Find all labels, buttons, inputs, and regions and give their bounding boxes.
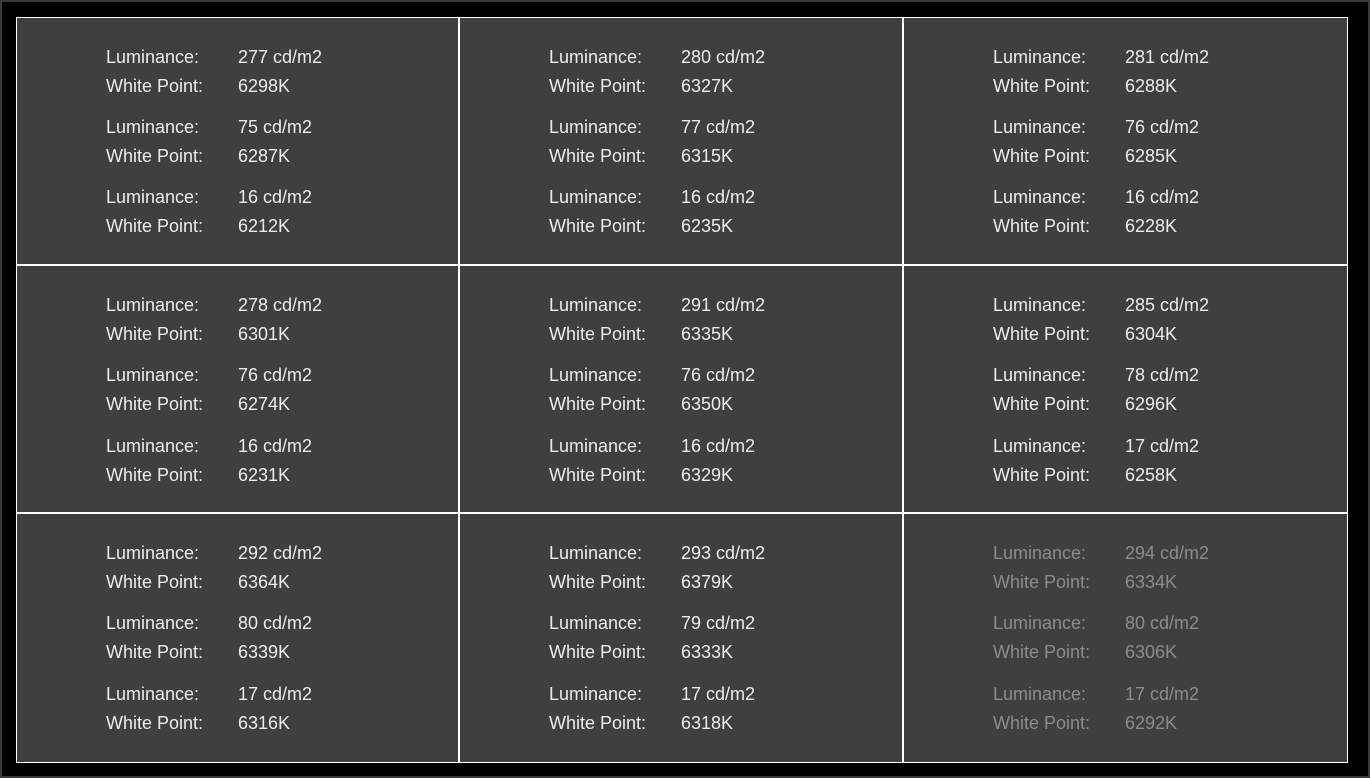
white-point-value: 6316K — [238, 713, 291, 733]
white-point-row — [549, 390, 869, 419]
luminance-row — [106, 113, 426, 142]
reading-group — [106, 609, 426, 667]
luminance-label: Luminance: — [106, 543, 200, 563]
reading-group — [993, 113, 1313, 171]
luminance-row — [993, 113, 1313, 142]
panel-1 — [17, 18, 460, 266]
white-point-value: 6231K — [238, 465, 291, 485]
luminance-value: 78 cd/m2 — [1125, 365, 1200, 385]
reading-group — [106, 361, 426, 419]
white-point-value: 6315K — [681, 146, 734, 166]
white-point-row — [549, 638, 869, 667]
luminance-value: 80 cd/m2 — [1125, 613, 1200, 633]
white-point-label: White Point: — [106, 713, 204, 733]
luminance-label: Luminance: — [106, 684, 200, 704]
luminance-value: 17 cd/m2 — [238, 684, 313, 704]
luminance-value: 281 cd/m2 — [1125, 47, 1210, 67]
luminance-label: Luminance: — [549, 295, 643, 315]
luminance-row — [993, 183, 1313, 212]
white-point-value: 6333K — [681, 642, 734, 662]
panel-4 — [17, 266, 460, 514]
luminance-label: Luminance: — [993, 365, 1087, 385]
white-point-row — [549, 320, 869, 349]
luminance-label: Luminance: — [106, 187, 200, 207]
white-point-value: 6339K — [238, 642, 291, 662]
reading-group — [106, 43, 426, 101]
luminance-value: 16 cd/m2 — [238, 436, 313, 456]
reading-group — [993, 361, 1313, 419]
luminance-row — [106, 361, 426, 390]
reading-group — [106, 183, 426, 241]
white-point-label: White Point: — [549, 394, 647, 414]
reading-group — [549, 43, 869, 101]
luminance-row — [993, 432, 1313, 461]
panel-3 — [904, 18, 1347, 266]
luminance-label: Luminance: — [993, 436, 1087, 456]
white-point-value: 6335K — [681, 324, 734, 344]
luminance-value: 79 cd/m2 — [681, 613, 756, 633]
luminance-label: Luminance: — [993, 543, 1087, 563]
white-point-row — [106, 461, 426, 490]
white-point-label: White Point: — [993, 642, 1091, 662]
luminance-label: Luminance: — [993, 117, 1087, 137]
white-point-row — [106, 390, 426, 419]
white-point-value: 6287K — [238, 146, 291, 166]
luminance-row — [106, 609, 426, 638]
luminance-value: 280 cd/m2 — [681, 47, 766, 67]
luminance-value: 285 cd/m2 — [1125, 295, 1210, 315]
white-point-value: 6274K — [238, 394, 291, 414]
white-point-value: 6334K — [1125, 572, 1178, 592]
white-point-label: White Point: — [993, 394, 1091, 414]
white-point-value: 6329K — [681, 465, 734, 485]
panel-8 — [460, 514, 904, 762]
luminance-row — [549, 432, 869, 461]
panel-2 — [460, 18, 904, 266]
reading-group — [549, 539, 869, 597]
luminance-label: Luminance: — [993, 613, 1087, 633]
luminance-label: Luminance: — [549, 613, 643, 633]
panel-7 — [17, 514, 460, 762]
luminance-value: 17 cd/m2 — [1125, 684, 1200, 704]
white-point-value: 6235K — [681, 216, 734, 236]
reading-group — [106, 291, 426, 349]
white-point-label: White Point: — [106, 642, 204, 662]
white-point-label: White Point: — [549, 324, 647, 344]
white-point-row — [106, 320, 426, 349]
luminance-label: Luminance: — [993, 47, 1087, 67]
luminance-label: Luminance: — [106, 117, 200, 137]
luminance-row — [549, 113, 869, 142]
white-point-label: White Point: — [993, 713, 1091, 733]
white-point-label: White Point: — [993, 572, 1091, 592]
white-point-row — [993, 72, 1313, 101]
white-point-value: 6304K — [1125, 324, 1178, 344]
white-point-row — [106, 72, 426, 101]
reading-group — [993, 609, 1313, 667]
reading-group — [549, 680, 869, 738]
white-point-row — [993, 638, 1313, 667]
reading-group — [993, 183, 1313, 241]
white-point-label: White Point: — [993, 76, 1091, 96]
white-point-row — [106, 638, 426, 667]
luminance-label: Luminance: — [549, 543, 643, 563]
luminance-value: 17 cd/m2 — [1125, 436, 1200, 456]
white-point-label: White Point: — [993, 324, 1091, 344]
reading-group — [993, 291, 1313, 349]
luminance-label: Luminance: — [106, 365, 200, 385]
white-point-value: 6285K — [1125, 146, 1178, 166]
white-point-row — [993, 568, 1313, 597]
reading-group — [549, 361, 869, 419]
reading-group — [549, 113, 869, 171]
reading-group — [549, 432, 869, 490]
white-point-value: 6292K — [1125, 713, 1178, 733]
panel-6 — [904, 266, 1347, 514]
white-point-value: 6318K — [681, 713, 734, 733]
reading-group — [106, 539, 426, 597]
luminance-label: Luminance: — [549, 187, 643, 207]
white-point-value: 6327K — [681, 76, 734, 96]
white-point-label: White Point: — [549, 572, 647, 592]
white-point-value: 6296K — [1125, 394, 1178, 414]
white-point-value: 6298K — [238, 76, 291, 96]
white-point-value: 6379K — [681, 572, 734, 592]
luminance-label: Luminance: — [549, 117, 643, 137]
luminance-label: Luminance: — [106, 613, 200, 633]
luminance-label: Luminance: — [549, 365, 643, 385]
measurement-grid — [16, 17, 1348, 763]
luminance-row — [993, 539, 1313, 568]
luminance-value: 77 cd/m2 — [681, 117, 756, 137]
white-point-label: White Point: — [106, 394, 204, 414]
luminance-value: 291 cd/m2 — [681, 295, 766, 315]
white-point-label: White Point: — [549, 216, 647, 236]
luminance-label: Luminance: — [993, 295, 1087, 315]
white-point-row — [993, 320, 1313, 349]
luminance-label: Luminance: — [106, 47, 200, 67]
white-point-label: White Point: — [549, 713, 647, 733]
luminance-value: 76 cd/m2 — [681, 365, 756, 385]
white-point-value: 6212K — [238, 216, 291, 236]
white-point-row — [549, 212, 869, 241]
luminance-value: 75 cd/m2 — [238, 117, 313, 137]
white-point-value: 6258K — [1125, 465, 1178, 485]
luminance-label: Luminance: — [993, 187, 1087, 207]
panel-5 — [460, 266, 904, 514]
luminance-row — [993, 680, 1313, 709]
reading-group — [549, 291, 869, 349]
luminance-row — [549, 43, 869, 72]
white-point-label: White Point: — [993, 465, 1091, 485]
white-point-label: White Point: — [993, 146, 1091, 166]
luminance-value: 16 cd/m2 — [238, 187, 313, 207]
luminance-row — [993, 43, 1313, 72]
luminance-row — [549, 361, 869, 390]
luminance-row — [106, 680, 426, 709]
white-point-label: White Point: — [993, 216, 1091, 236]
luminance-label: Luminance: — [549, 684, 643, 704]
white-point-label: White Point: — [106, 216, 204, 236]
luminance-label: Luminance: — [993, 684, 1087, 704]
luminance-row — [106, 291, 426, 320]
luminance-value: 76 cd/m2 — [238, 365, 313, 385]
white-point-value: 6350K — [681, 394, 734, 414]
luminance-value: 293 cd/m2 — [681, 543, 766, 563]
white-point-row — [993, 212, 1313, 241]
luminance-value: 17 cd/m2 — [681, 684, 756, 704]
luminance-row — [549, 680, 869, 709]
white-point-label: White Point: — [106, 465, 204, 485]
white-point-label: White Point: — [549, 642, 647, 662]
luminance-row — [106, 183, 426, 212]
reading-group — [106, 432, 426, 490]
luminance-label: Luminance: — [549, 47, 643, 67]
luminance-row — [106, 43, 426, 72]
white-point-row — [993, 142, 1313, 171]
white-point-row — [106, 709, 426, 738]
white-point-label: White Point: — [549, 146, 647, 166]
white-point-label: White Point: — [106, 324, 204, 344]
reading-group — [993, 432, 1313, 490]
luminance-value: 80 cd/m2 — [238, 613, 313, 633]
luminance-value: 292 cd/m2 — [238, 543, 323, 563]
luminance-value: 16 cd/m2 — [681, 436, 756, 456]
white-point-value: 6301K — [238, 324, 291, 344]
reading-group — [993, 680, 1313, 738]
luminance-value: 16 cd/m2 — [1125, 187, 1200, 207]
luminance-label: Luminance: — [106, 436, 200, 456]
white-point-label: White Point: — [106, 572, 204, 592]
reading-group — [549, 609, 869, 667]
white-point-value: 6288K — [1125, 76, 1178, 96]
luminance-label: Luminance: — [106, 295, 200, 315]
reading-group — [993, 539, 1313, 597]
white-point-row — [549, 461, 869, 490]
luminance-row — [549, 291, 869, 320]
white-point-row — [106, 568, 426, 597]
white-point-label: White Point: — [106, 76, 204, 96]
luminance-row — [549, 609, 869, 638]
white-point-value: 6228K — [1125, 216, 1178, 236]
luminance-row — [993, 361, 1313, 390]
reading-group — [549, 183, 869, 241]
reading-group — [106, 113, 426, 171]
white-point-row — [106, 212, 426, 241]
reading-group — [106, 680, 426, 738]
white-point-row — [549, 709, 869, 738]
luminance-value: 294 cd/m2 — [1125, 543, 1210, 563]
white-point-value: 6364K — [238, 572, 291, 592]
luminance-row — [993, 609, 1313, 638]
white-point-row — [549, 72, 869, 101]
luminance-row — [106, 539, 426, 568]
panel-9 — [904, 514, 1347, 762]
white-point-row — [549, 142, 869, 171]
white-point-row — [993, 709, 1313, 738]
luminance-value: 76 cd/m2 — [1125, 117, 1200, 137]
white-point-row — [993, 461, 1313, 490]
white-point-row — [549, 568, 869, 597]
reading-group — [993, 43, 1313, 101]
white-point-label: White Point: — [549, 465, 647, 485]
luminance-row — [106, 432, 426, 461]
white-point-value: 6306K — [1125, 642, 1178, 662]
luminance-label: Luminance: — [549, 436, 643, 456]
luminance-value: 278 cd/m2 — [238, 295, 323, 315]
white-point-label: White Point: — [549, 76, 647, 96]
white-point-label: White Point: — [106, 146, 204, 166]
luminance-value: 277 cd/m2 — [238, 47, 323, 67]
luminance-row — [549, 539, 869, 568]
white-point-row — [106, 142, 426, 171]
luminance-row — [549, 183, 869, 212]
luminance-value: 16 cd/m2 — [681, 187, 756, 207]
luminance-row — [993, 291, 1313, 320]
white-point-row — [993, 390, 1313, 419]
